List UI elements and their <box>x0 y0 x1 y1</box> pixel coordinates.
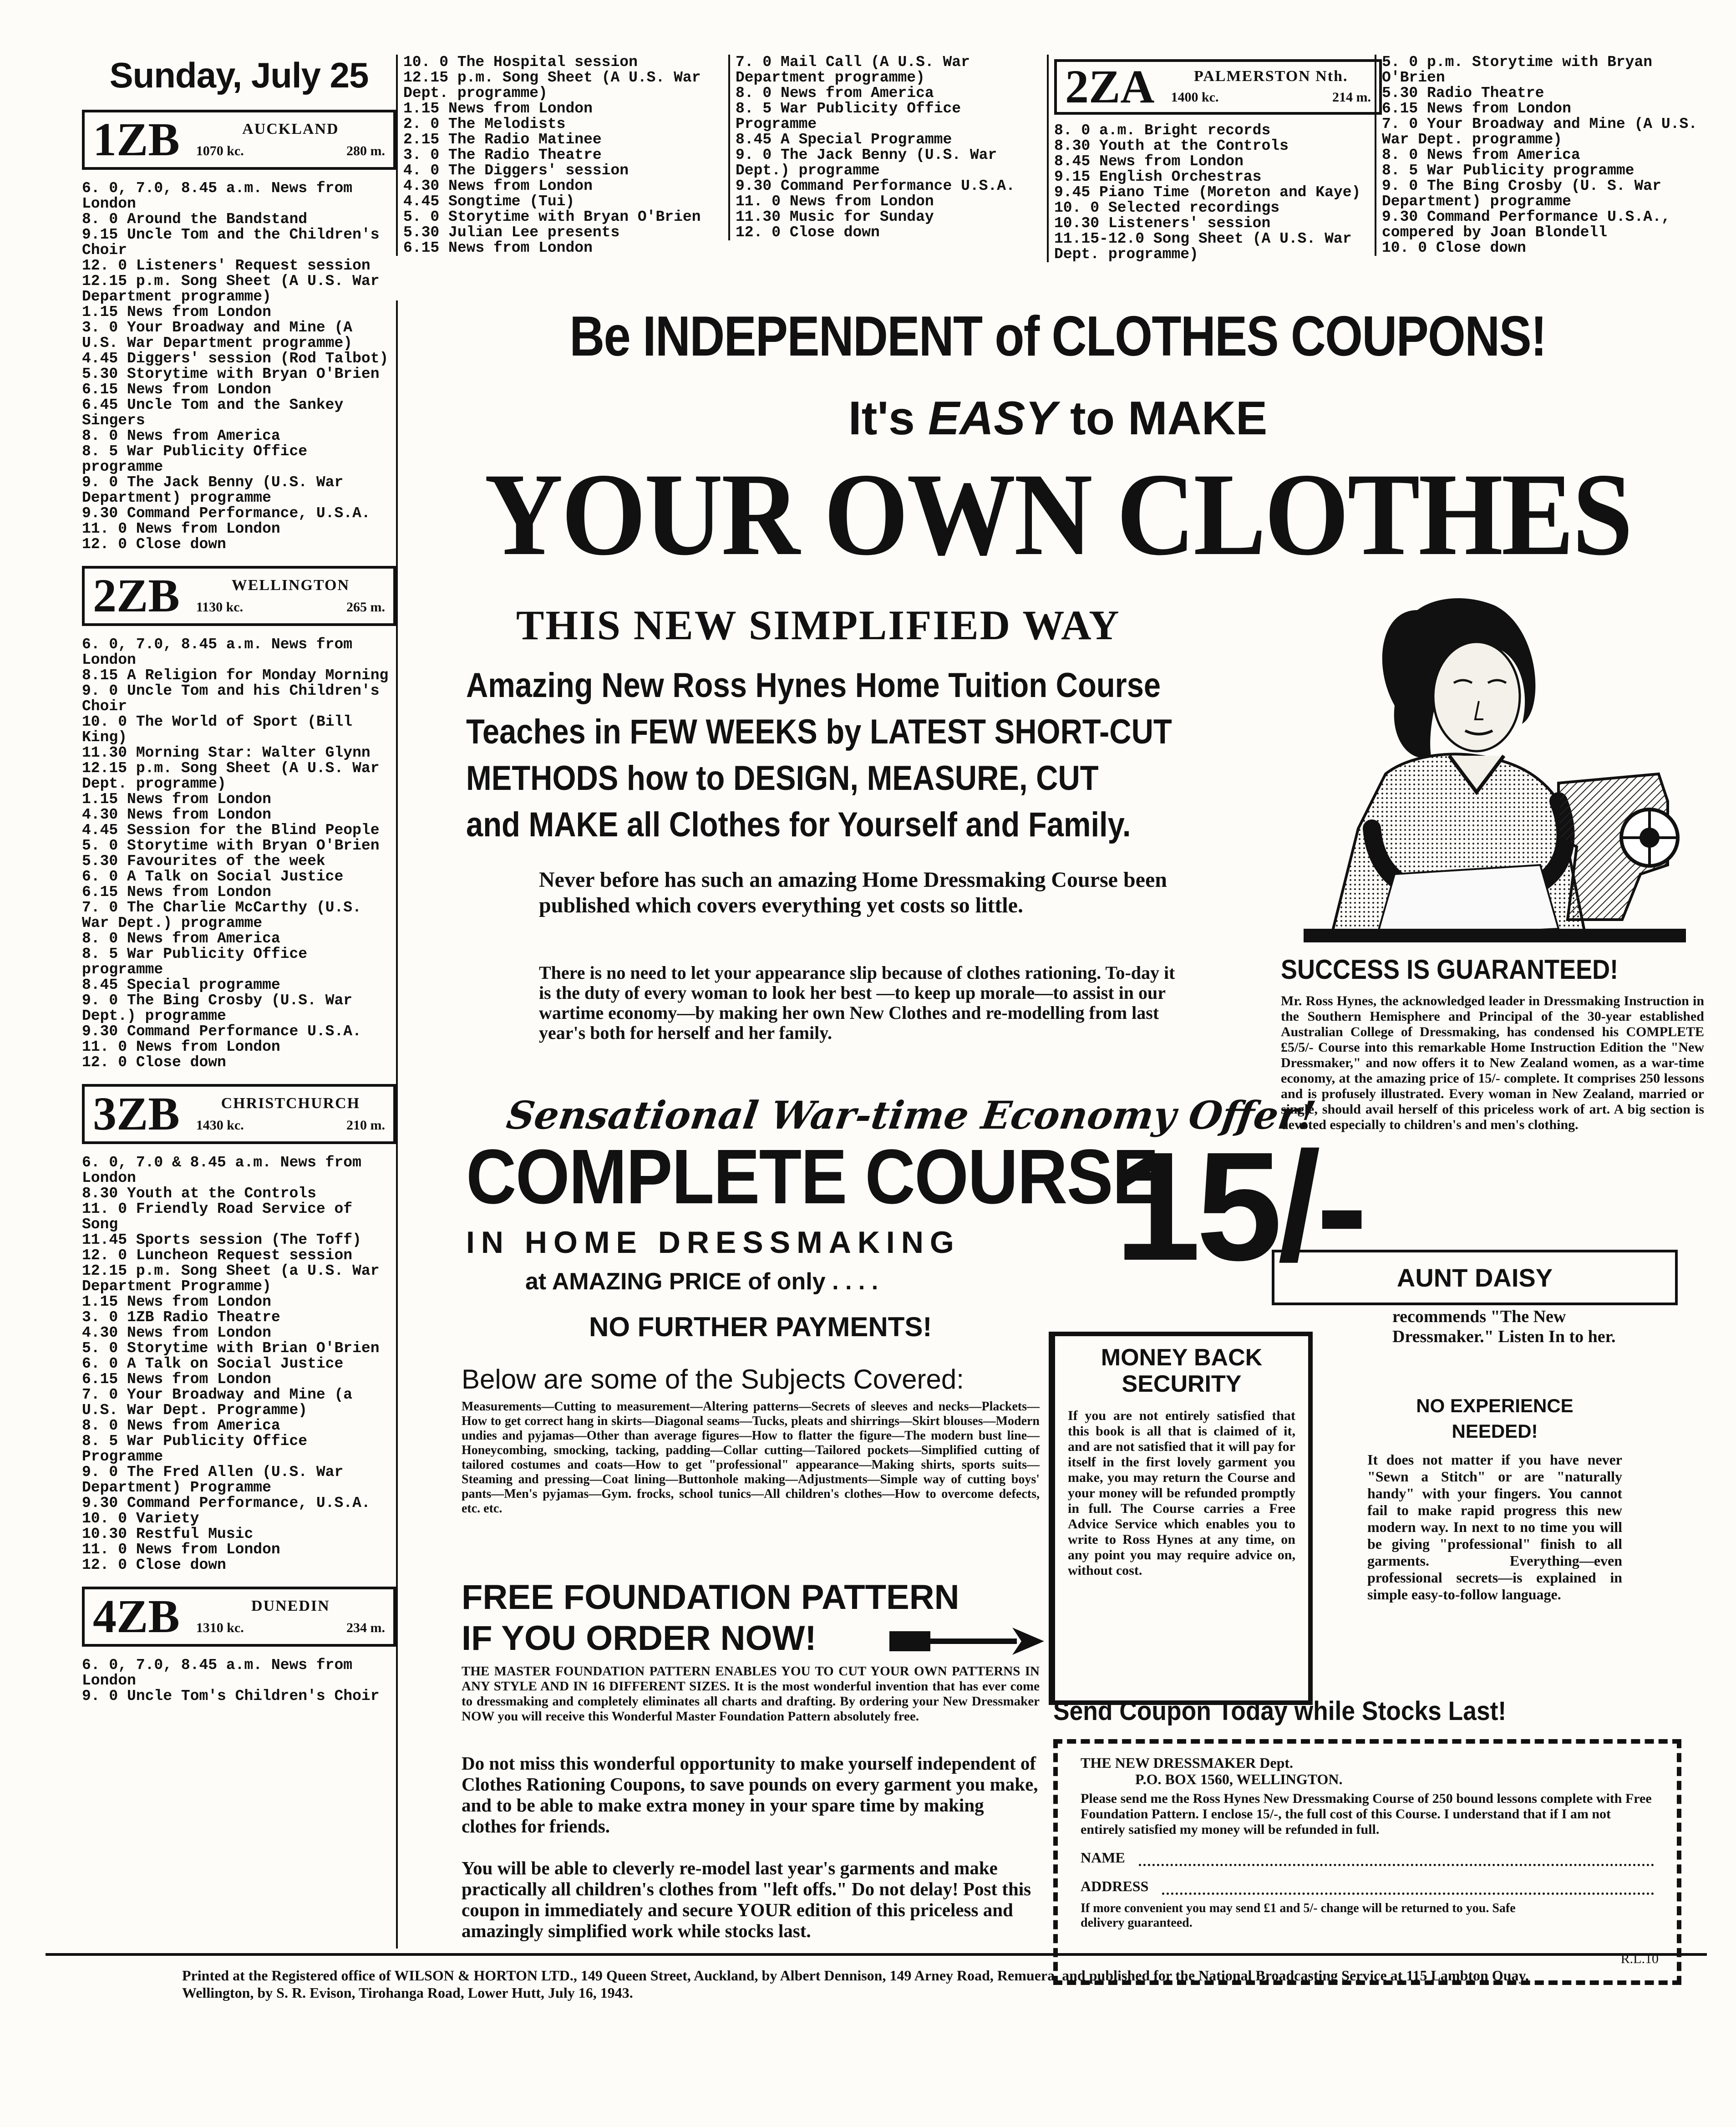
master-pattern-text: THE MASTER FOUNDATION PATTERN ENABLES YOU TO CUT YOUR OWN PATTERNS IN ANY STYLE AND IN 16 DIFFERENT SIZES. It is the most wonderful invention that has ever come to dressmaking and completely eliminates all charts and drafting. By ordering your New Dressmaker NOW you will receive this Wonderful Master Foundation Pattern absolutely free. <box>462 1664 1040 1724</box>
programme-item: 11. 0 News from London <box>82 1541 280 1558</box>
headline-easy <box>398 392 1718 446</box>
programme-item: 5. 0 p.m. Storytime with Bryan O'Brien <box>1382 54 1653 86</box>
programme-item: 8.45 A Special Programme <box>736 131 952 148</box>
footer-imprint: Printed at the Registered office of WILSON & HORTON LTD., 149 Queen Street, Auckland, by Albert Dennison, 149 Arney Road, Remuera, and published for the National Broadcasting Service at 115 Lambton Quay, Wellington, by S. R. Evison, Tirohanga Road, Lower Hutt, July 16, 1943. <box>182 1967 1529 2001</box>
programme-item: 8. 0 News from America <box>82 1417 280 1434</box>
address-label: ADDRESS <box>1081 1878 1149 1894</box>
station-call: 4ZB <box>93 1590 180 1643</box>
top-programme-column-2 <box>728 55 1045 240</box>
programme-item: 5.30 Favourites of the week <box>82 853 325 870</box>
station-call: 2ZA <box>1065 61 1155 113</box>
station-box-3zb <box>82 1084 396 1144</box>
no-experience-text: It does not matter if you have never "Sewn a Stitch" or are "naturally handy" with your fingers. You cannot fail to make rapid progress this new modern way. In next to no time you will be giving "professional" finish to all garments. Everything—even professional secrets—is explained in simple easy-to-follow language. <box>1367 1451 1622 1603</box>
need-paragraph: There is no need to let your appearance slip because of clothes rationing. To-day it is the duty of every woman to look her best —to keep up morale—to assist in our wartime economy—by making her own New Clothes and re-modelling from last year's both for herself and her family. <box>539 962 1175 1043</box>
money-back-box <box>1049 1332 1313 1705</box>
programme-item: 12. 0 Close down <box>82 1054 226 1071</box>
arrow-right-icon <box>889 1623 1044 1659</box>
programme-item: 4.30 News from London <box>82 806 271 823</box>
programme-item: 8. 5 War Publicity Office Programme <box>82 1433 308 1465</box>
station-city: AUCKLAND <box>242 121 339 137</box>
programme-item: 8. 0 News from America <box>1382 147 1580 163</box>
station-info <box>196 1095 385 1133</box>
programme-item: 5.30 Julian Lee presents <box>403 224 620 241</box>
programme-item: 12.15 p.m. Song Sheet (A U.S. War Dept. programme) <box>82 760 380 792</box>
complete-course-heading: COMPLETE COURSE <box>466 1134 1158 1220</box>
no-experience-title: NO EXPERIENCE NEEDED! <box>1416 1395 1574 1442</box>
programme-item: 9. 0 The Bing Crosby (U.S. War Dept.) programme <box>82 992 353 1024</box>
station-freq <box>196 1620 385 1636</box>
station-wave: 210 m. <box>346 1118 385 1133</box>
coupon-address-2: P.O. BOX 1560, WELLINGTON. <box>1135 1771 1343 1787</box>
price-15: 15/- <box>1115 1120 1363 1293</box>
top-programme-column-4 <box>1375 55 1710 256</box>
station-freq <box>196 600 385 615</box>
do-not-miss-text: Do not miss this wonderful opportunity to make yourself independent of Clothes Rationing Coupons, to save pounds on every garment you make, and to be able to make extra money in your spare time by making clothes for friends. <box>462 1753 1038 1837</box>
programme-item: 8. 5 War Publicity Office Programme <box>736 100 961 132</box>
success-heading: SUCCESS IS GUARANTEED! <box>1281 954 1619 985</box>
station-info <box>1171 69 1371 105</box>
coupon-name-row[interactable] <box>1081 1849 1654 1866</box>
headline-independent: Be INDEPENDENT of CLOTHES COUPONS! <box>569 305 1546 368</box>
programme-item: 11. 0 Friendly Road Service of Song <box>82 1201 353 1233</box>
programme-item: 6. 0, 7.0, 8.45 a.m. News from London <box>82 636 353 668</box>
send-coupon-heading: Send Coupon Today while Stocks Last! <box>1053 1696 1507 1726</box>
dressmaking-advertisement <box>396 300 1718 1966</box>
station-box-1zb <box>82 110 396 170</box>
money-back-text: If you are not entirely satisfied that this book is all that is claimed of it, and are not satisfied that it will pay for itself in the first lovely garment you make, you may return the Course and your money will be refunded promptly in full. The Course carries a Free Advice Service which enables you to write to Ross Hynes at any time, on any point you may require advice on, without cost. <box>1068 1408 1295 1578</box>
programme-item: 2.15 The Radio Matinee <box>403 131 602 148</box>
programme-item: 8. 5 War Publicity Office programme <box>82 443 308 475</box>
programme-item: 9.45 Piano Time (Moreton and Kaye) <box>1054 184 1361 201</box>
programme-item: 8. 0 News from America <box>736 85 934 102</box>
station-freq <box>196 143 385 159</box>
subheadline-line-2: Teaches in FEW WEEKS by LATEST SHORT-CUT <box>466 712 1172 751</box>
programme-item: 12.15 p.m. Song Sheet (A U.S. War Department programme) <box>82 273 380 305</box>
no-experience-block <box>1367 1393 1622 1603</box>
programme-item: 9. 0 Uncle Tom's Children's Choir <box>82 1688 380 1705</box>
headline-easy-c: to MAKE <box>1070 392 1268 445</box>
programme-item: 5. 0 Storytime with Bryan O'Brien <box>403 209 701 225</box>
success-text: Mr. Ross Hynes, the acknowledged leader in Dressmaking Instruction in the Southern Hemisphere and Principal of the 30-year established Australian College of Dressmaking, has condensed his COMPLETE £5/5/- Course into this remarkable Home Instruction Edition the "New Dressmaker," and now offers it to New Zealand women, as a war-time economy, at the amazing price of 15/- complete. It comprises 250 lessons and is profusely illustrated. Every woman in New Zealand, married or single, should avail herself of this priceless work of art. A big section is devoted especially to children's and men's clothing. <box>1281 993 1704 1132</box>
station-call: 3ZB <box>93 1088 180 1140</box>
programme-item: 8. 5 War Publicity Office programme <box>82 946 308 978</box>
programme-item: 4.45 Songtime (Tui) <box>403 193 575 210</box>
programme-item: 5.30 Radio Theatre <box>1382 85 1544 102</box>
station-call: 1ZB <box>93 113 180 166</box>
programme-item: 11.30 Morning Star: Walter Glynn <box>82 744 371 761</box>
programme-item: 8.15 A Religion for Monday Morning <box>82 667 389 684</box>
programme-item: 7. 0 Mail Call (A U.S. War Department programme) <box>736 54 970 86</box>
programme-item: 7. 0 The Charlie McCarthy (U.S. War Dept.) programme <box>82 899 361 931</box>
station-box-2za <box>1054 59 1382 115</box>
left-radio-column <box>82 55 396 1718</box>
programme-item: 9.30 Command Performance U.S.A., compered by Joan Blondell <box>1382 209 1670 241</box>
programme-item: 9.30 Command Performance U.S.A. <box>82 1023 361 1040</box>
station-city: DUNEDIN <box>251 1598 330 1614</box>
programme-item: 12. 0 Listeners' Request session <box>82 257 371 274</box>
station-city: PALMERSTON Nth. <box>1193 68 1348 85</box>
programme-item: 8. 0 a.m. Bright records <box>1054 122 1271 139</box>
station-box-2zb <box>82 566 396 626</box>
programme-item: 4.45 Diggers' session (Rod Talbot) <box>82 350 389 367</box>
programme-item: 9. 0 The Jack Benny (U.S. War Dept.) programme <box>736 147 997 179</box>
subjects-block <box>462 1364 1040 1516</box>
programme-item: 5. 0 Storytime with Bryan O'Brien <box>82 837 380 854</box>
stations-container <box>82 110 396 1704</box>
programme-item: 4.45 Session for the Blind People <box>82 822 380 839</box>
station-info <box>196 121 385 159</box>
name-input-line[interactable] <box>1139 1854 1654 1866</box>
programme-list-1zb <box>82 181 396 552</box>
programme-item: 6. 0, 7.0, 8.45 a.m. News from London <box>82 1657 353 1689</box>
programme-item: 6.15 News from London <box>403 239 593 256</box>
price-line: at AMAZING PRICE of only . . . . <box>525 1268 878 1295</box>
station-wave: 265 m. <box>346 600 385 615</box>
address-input-line[interactable] <box>1162 1883 1654 1895</box>
programme-item: 9.15 English Orchestras <box>1054 168 1262 185</box>
success-block <box>1281 954 1704 1133</box>
subheadline-line-1: Amazing New Ross Hynes Home Tuition Course <box>466 666 1161 705</box>
remodel-text: You will be able to cleverly re-model last year's garments and make practically all children's clothes from "left offs." Do not delay! Post this coupon in immediately and secure YOUR edition of this priceless and amazingly simplified work while stocks last. <box>462 1857 1031 1941</box>
station-wave: 214 m. <box>1332 90 1371 105</box>
station-city: CHRISTCHURCH <box>221 1095 360 1112</box>
programme-item: 12.15 p.m. Song Sheet (A U.S. War Dept. programme) <box>403 69 701 102</box>
station-kc: 1310 kc. <box>196 1620 244 1635</box>
programme-item: 10. 0 Selected recordings <box>1054 199 1280 216</box>
programme-item: 12. 0 Close down <box>82 536 226 553</box>
station-info <box>196 577 385 615</box>
programme-item: 8. 0 News from America <box>82 427 280 444</box>
subheadline-line-3: METHODS how to DESIGN, MEASURE, CUT <box>466 759 1099 798</box>
station-wave: 234 m. <box>346 1620 385 1635</box>
headline-easy-b: EASY <box>928 392 1057 445</box>
programme-item: 10. 0 Close down <box>1382 239 1526 256</box>
programme-item: 6.15 News from London <box>82 884 271 901</box>
coupon-address-1: THE NEW DRESSMAKER Dept. <box>1081 1755 1294 1771</box>
coupon-note: If more convenient you may send £1 and 5/- change will be returned to you. Safe delivery guaranteed. <box>1081 1901 1516 1930</box>
subheadline-line-4: and MAKE all Clothes for Yourself and Family. <box>466 805 1131 844</box>
offer-script: Sensational War-time Economy Offer! <box>504 1093 1319 1138</box>
programme-item: 3. 0 Your Broadway and Mine (A U.S. War Department programme) <box>82 319 353 351</box>
programme-item: 4.30 News from London <box>82 1324 271 1341</box>
programme-item: 8.30 Youth at the Controls <box>1054 137 1289 154</box>
programme-item: 9.30 Command Performance U.S.A. <box>736 178 1015 194</box>
programme-item: 12. 0 Close down <box>736 224 880 241</box>
station-wave: 280 m. <box>346 143 385 158</box>
aunt-daisy-text: recommends "The New Dressmaker." Listen In to her. <box>1392 1307 1616 1346</box>
station-freq <box>1171 90 1371 105</box>
programme-item: 4. 0 The Diggers' session <box>403 162 629 179</box>
programme-item: 5. 0 Storytime with Brian O'Brien <box>82 1340 380 1357</box>
station-freq <box>196 1118 385 1133</box>
programme-item: 6.15 News from London <box>82 1371 271 1388</box>
programme-item: 10. 0 Variety <box>82 1510 199 1527</box>
programme-item: 8. 0 Around the Bandstand <box>82 211 308 228</box>
headline-easy-a: It's <box>848 392 915 445</box>
headline-simplified-way: THIS NEW SIMPLIFIED WAY <box>516 602 1121 648</box>
station-info <box>196 1598 385 1636</box>
programme-item: 9.30 Command Performance, U.S.A. <box>82 505 371 522</box>
coupon-address-row[interactable] <box>1081 1878 1654 1895</box>
programme-list-2zb <box>82 637 396 1070</box>
coupon-order-text: Please send me the Ross Hynes New Dressmaking Course of 250 bound lessons complete with Free Foundation Pattern. I enclose 15/-, the full cost of this Course. I understand that if I am not entirely satisfied my money will be refunded in full. <box>1081 1791 1652 1837</box>
station-kc: 1430 kc. <box>196 1118 244 1133</box>
programme-item: 9. 0 The Fred Allen (U.S. War Department) Programme <box>82 1464 344 1496</box>
programme-item: 6.45 Uncle Tom and the Sankey Singers <box>82 397 344 429</box>
station-call: 2ZB <box>93 570 180 622</box>
programme-item: 10.30 Listeners' session <box>1054 215 1271 232</box>
aunt-daisy-box <box>1272 1250 1678 1305</box>
top-programme-column-3 <box>1047 55 1382 262</box>
programme-item: 9. 0 The Bing Crosby (U. S. War Department) programme <box>1382 178 1661 210</box>
aunt-daisy-title: AUNT DAISY <box>1396 1263 1553 1292</box>
programme-item: 8.45 Special programme <box>82 977 280 993</box>
station-kc: 1070 kc. <box>196 143 244 158</box>
programme-item: 12.15 p.m. Song Sheet (a U.S. War Department Programme) <box>82 1262 380 1295</box>
programme-item: 6. 0 A Talk on Social Justice <box>82 868 344 885</box>
programme-item: 6. 0, 7.0 & 8.45 a.m. News from London <box>82 1154 361 1186</box>
money-back-title: MONEY BACK SECURITY <box>1101 1344 1263 1397</box>
programme-item: 6. 0, 7.0, 8.45 a.m. News from London <box>82 180 353 212</box>
day-heading: Sunday, July 25 <box>109 55 369 95</box>
programme-item: 10. 0 The World of Sport (Bill King) <box>82 713 353 746</box>
programme-item: 9. 0 The Jack Benny (U.S. War Department) programme <box>82 474 344 506</box>
programme-item: 6. 0 A Talk on Social Justice <box>82 1355 344 1372</box>
station-kc: 1130 kc. <box>196 600 244 615</box>
programme-item: 3. 0 1ZB Radio Theatre <box>82 1309 280 1326</box>
programme-list-3zb <box>82 1155 396 1573</box>
subjects-text: Measurements—Cutting to measurement—Altering patterns—Secrets of sleeves and necks—Plackets—How to get correct hang in skirts—Diagonal seams—Tucks, pleats and shirrings—Skirt blouses—Modern undies and pyjamas—Other than average figures—How to flatter the figure—The modern bust line—Honeycombing, smocking, tacking, padding—Collar cutting—Tailored pockets—Simplified cutting of tailored costumes and coats—How to get "professional" appearance—Making shirts, sports suits—Steaming and pressing—Coat lining—Buttonhole making—Adjustments—Simple way of cutting boys' pants—Men's pyjamas—Gym. frocks, school tunics—All children's clothes—How to overcome defects, etc. etc. <box>462 1399 1040 1516</box>
programme-item: 2. 0 The Melodists <box>403 116 566 132</box>
no-further-payments: NO FURTHER PAYMENTS! <box>589 1312 932 1342</box>
in-home-dressmaking: IN HOME DRESSMAKING <box>466 1225 960 1260</box>
programme-item: 1.15 News from London <box>82 304 271 321</box>
programme-item: 10.30 Restful Music <box>82 1526 254 1542</box>
coupon-code: R.L.10 <box>1620 1951 1659 1966</box>
headline-your-own-clothes: YOUR OWN CLOTHES <box>484 449 1631 580</box>
subheadline-block <box>466 662 1313 848</box>
programme-item: 10. 0 The Hospital session <box>403 54 638 71</box>
name-label: NAME <box>1081 1849 1125 1866</box>
subjects-heading: Below are some of the Subjects Covered: <box>462 1364 964 1394</box>
programme-item: 5.30 Storytime with Bryan O'Brien <box>82 366 380 382</box>
station-box-4zb <box>82 1587 396 1647</box>
col3-programme-list <box>1054 123 1382 262</box>
programme-item: 9. 0 Uncle Tom and his Children's Choir <box>82 682 380 715</box>
programme-item: 1.15 News from London <box>403 100 593 117</box>
intro-paragraph: Never before has such an amazing Home Dressmaking Course been published which covers everything yet costs so little. <box>539 868 1167 917</box>
programme-item: 8.45 News from London <box>1054 153 1244 170</box>
programme-item: 11. 0 News from London <box>736 193 934 210</box>
station-kc: 1400 kc. <box>1171 90 1219 105</box>
programme-item: 12. 0 Close down <box>82 1557 226 1573</box>
foundation-heading-2: IF YOU ORDER NOW! <box>462 1619 817 1658</box>
programme-item: 11. 0 News from London <box>82 1038 280 1055</box>
programme-item: 8.30 Youth at the Controls <box>82 1185 316 1202</box>
foundation-heading-1: FREE FOUNDATION PATTERN <box>462 1578 959 1617</box>
programme-item: 4.30 News from London <box>403 178 593 194</box>
programme-item: 1.15 News from London <box>82 1293 271 1310</box>
programme-item: 8. 5 War Publicity programme <box>1382 162 1634 179</box>
programme-item: 11.30 Music for Sunday <box>736 209 934 225</box>
programme-item: 12. 0 Luncheon Request session <box>82 1247 353 1264</box>
programme-item: 9.30 Command Performance, U.S.A. <box>82 1495 371 1511</box>
programme-item: 6.15 News from London <box>1382 100 1571 117</box>
woman-sewing-illustration <box>1304 592 1686 942</box>
order-coupon <box>1053 1739 1681 1985</box>
top-programme-column-1 <box>396 55 731 256</box>
programme-item: 11.15-12.0 Song Sheet (A U.S. War Dept. programme) <box>1054 230 1352 263</box>
programme-item: 11.45 Sports session (The Toff) <box>82 1231 361 1248</box>
programme-item: 8. 0 News from America <box>82 930 280 947</box>
footer-rule <box>46 1953 1707 1956</box>
programme-item: 3. 0 The Radio Theatre <box>403 147 602 163</box>
programme-list-4zb <box>82 1658 396 1704</box>
station-city: WELLINGTON <box>231 577 350 594</box>
programme-item: 11. 0 News from London <box>82 520 280 537</box>
programme-item: 9.15 Uncle Tom and the Children's Choir <box>82 226 380 259</box>
programme-item: 1.15 News from London <box>82 791 271 808</box>
programme-item: 6.15 News from London <box>82 381 271 398</box>
programme-item: 7. 0 Your Broadway and Mine (a U.S. War Dept. Programme) <box>82 1386 353 1419</box>
programme-item: 7. 0 Your Broadway and Mine (A U.S. War Dept. programme) <box>1382 116 1698 148</box>
